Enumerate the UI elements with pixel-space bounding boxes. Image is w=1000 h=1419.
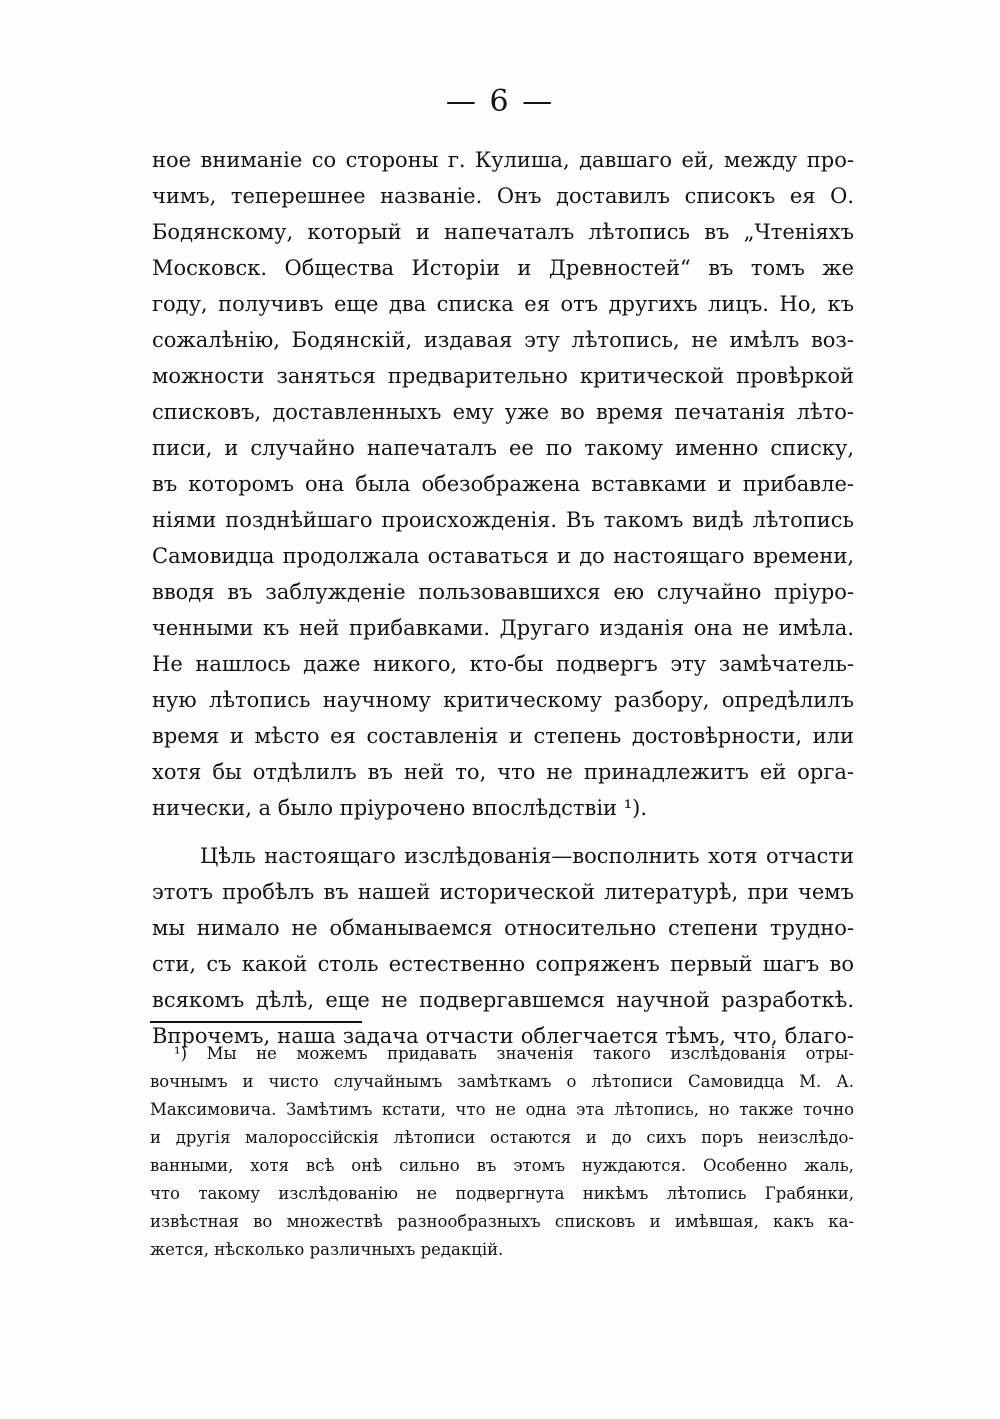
text-line: Самовидца продолжала оставаться и до настоящаго времени, <box>152 544 854 568</box>
page-number: — 6 — <box>445 84 555 119</box>
text-line: списковъ, доставленныхъ ему уже во время печатанія лѣто- <box>152 400 854 424</box>
text-line: Московск. Общества Исторіи и Древностей“ въ томъ же <box>152 256 854 280</box>
text-line: чимъ, теперешнее названіе. Онъ доставилъ списокъ ея О. <box>152 184 854 208</box>
text-line: можности заняться предварительно критической провѣркой <box>152 364 854 388</box>
footnote <box>150 1040 854 1264</box>
text-line: хотя бы отдѣлилъ въ ней то, что не принадлежитъ ей орга- <box>152 760 854 784</box>
footnote-line: что такому изслѣдованію не подвергнута никѣмъ лѣтопись Грабянки, <box>150 1184 854 1203</box>
footnote-line: вочнымъ и чисто случайнымъ замѣткамъ о лѣтописи Самовидца М. А. <box>150 1072 854 1091</box>
text-line: время и мѣсто ея составленія и степень достовѣрности, или <box>152 724 854 748</box>
footnote-line: ванными, хотя всѣ онѣ сильно въ этомъ нуждаются. Особенно жаль, <box>150 1156 854 1175</box>
text-line: ную лѣтопись научному критическому разбору, опредѣлилъ <box>152 688 854 712</box>
text-line: сожалѣнію, Бодянскій, издавая эту лѣтопись, не имѣлъ воз- <box>152 328 854 352</box>
text-line: году, получивъ еще два списка ея отъ другихъ лицъ. Но, къ <box>152 292 854 316</box>
text-line: Бодянскому, который и напечаталъ лѣтопись въ „Чтеніяхъ <box>152 220 854 244</box>
text-line: мы нимало не обманываемся относительно степени трудно- <box>152 916 854 940</box>
footnote-line: извѣстная во множествѣ разнообразныхъ списковъ и имѣвшая, какъ ка- <box>150 1212 854 1231</box>
main-text <box>152 142 854 1054</box>
footnote-line: и другія малороссійскія лѣтописи остаются и до сихъ поръ неизслѣдо- <box>150 1128 854 1147</box>
text-line: нически, а было пріурочено впослѣдствіи ¹). <box>152 796 648 820</box>
text-line: вводя въ заблужденіе пользовавшихся ею случайно пріуро- <box>152 580 854 604</box>
text-line: этотъ пробѣлъ въ нашей исторической литературѣ, при чемъ <box>152 880 854 904</box>
footnote-line: Максимовича. Замѣтимъ кстати, что не одна эта лѣтопись, но также точно <box>150 1100 854 1119</box>
paragraph-1 <box>152 142 854 826</box>
footnote-line: ¹) Мы не можемъ придавать значенія такого изслѣдованія отры- <box>174 1044 854 1063</box>
text-line: Не нашлось даже никого, кто-бы подвергъ эту замѣчатель- <box>152 652 854 676</box>
text-line: Впрочемъ, наша задача отчасти облегчается тѣмъ, что, благо- <box>152 1024 854 1048</box>
text-line: Цѣль настоящаго изслѣдованія—восполнить хотя отчасти <box>200 844 854 868</box>
text-line: сти, съ какой столь естественно сопряженъ первый шагъ во <box>152 952 854 976</box>
text-line: ное вниманіе со стороны г. Кулиша, давшаго ей, между про- <box>152 148 854 172</box>
text-line: всякомъ дѣлѣ, еще не подвергавшемся научной разработкѣ. <box>152 988 854 1012</box>
text-line: ніями позднѣйшаго происхожденія. Въ такомъ видѣ лѣтопись <box>152 508 854 532</box>
footnote-divider <box>150 1021 362 1023</box>
text-line: писи, и случайно напечаталъ ее по такому именно списку, <box>152 436 854 460</box>
text-line: ченными къ ней прибавками. Другаго изданія она не имѣла. <box>152 616 854 640</box>
text-line: въ которомъ она была обезображена вставками и прибавле- <box>152 472 854 496</box>
paragraph-gap <box>152 826 854 838</box>
footnote-line: жется, нѣсколько различныхъ редакцій. <box>150 1240 504 1259</box>
